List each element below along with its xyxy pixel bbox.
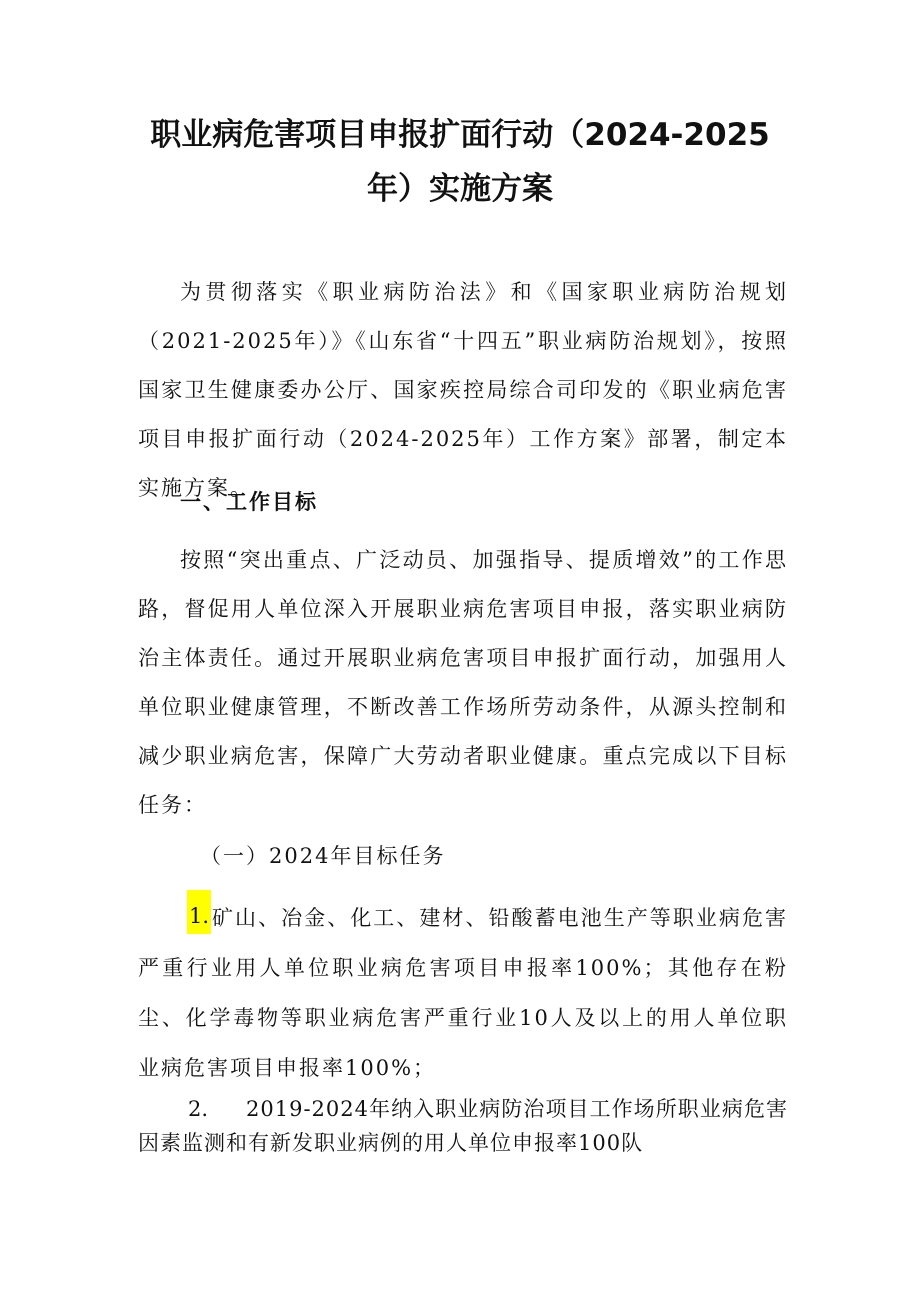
item-2-number: 2. (188, 1097, 209, 1121)
subsection-heading-2024-tasks: （一）2024年目标任务 (200, 844, 446, 868)
item-2-text: 2019-2024年纳入职业病防治项目工作场所职业病危害因素监测和有新发职业病例的用人单位申报率100队 (138, 1097, 788, 1155)
title-line-2: 年）实施方案 (367, 171, 553, 207)
intro-paragraph: 为贯彻落实《职业病防治法》和《国家职业病防治规划（2021-2025年）》《山东省“十四五”职业病防治规划》，按照国家卫生健康委办公厅、国家疾控局综合司印发的《职业病危害项目申报扩面行动（2024-2025年）工作方案》部署，制定本实施方案。 (138, 280, 788, 500)
document-title (120, 108, 800, 216)
section-heading-work-goals: 一、工作目标 (180, 490, 318, 514)
item-1-number: 1. (189, 904, 210, 928)
work-goals-paragraph: 按照“突出重点、广泛动员、加强指导、提质增效”的工作思路，督促用人单位深入开展职业病危害项目申报，落实职业病防治主体责任。通过开展职业病危害项目申报扩面行动，加强用人单位职业健康管理，不断改善工作场所劳动条件，从源头控制和减少职业病危害，保障广大劳动者职业健康。重点完成以下目标任务： (138, 548, 788, 817)
item-1-text: 矿山、冶金、化工、建材、铅酸蓄电池生产等职业病危害严重行业用人单位职业病危害项目申报率100%；其他存在粉尘、化学毒物等职业病危害严重行业10人及以上的用人单位职业病危害项目申报率100%； (138, 906, 788, 1080)
title-line-1: 职业病危害项目申报扩面行动（2024-2025 (150, 117, 770, 153)
